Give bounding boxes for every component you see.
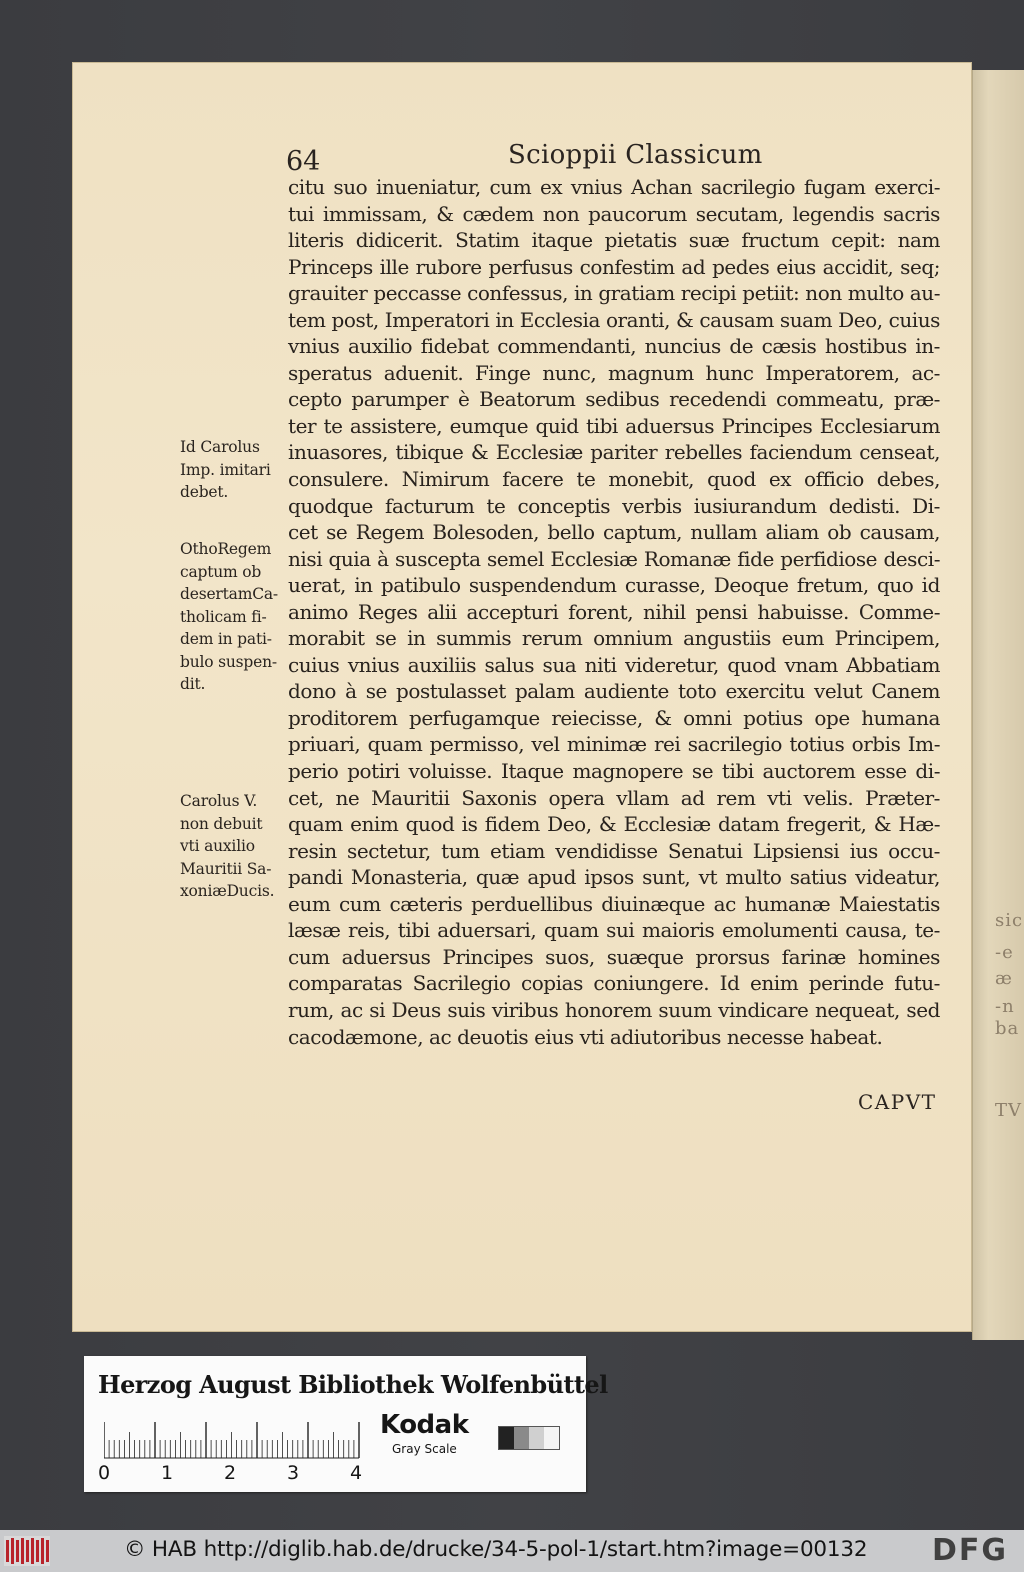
margin-note-line: vti auxilio: [180, 837, 255, 855]
text-line: grauiter peccasse confessus, in gratiam recipi petiit: non multo au-: [288, 281, 940, 306]
catchword: CAPVT: [858, 1090, 937, 1114]
library-name: Herzog August Bibliothek Wolfenbüttel: [98, 1370, 608, 1399]
next-page-fragment: æ: [995, 968, 1013, 989]
text-line: comparatas Sacrilegio copias coniungere. Id enim perinde futu-: [288, 971, 940, 996]
ruler-digit: 4: [350, 1462, 363, 1484]
ruler-digits: [98, 1462, 378, 1486]
text-line: nisi quia à suscepta semel Ecclesiæ Romanæ fide perfidiose desci-: [288, 546, 940, 571]
margin-note-carolus-imitari: [180, 436, 304, 504]
credit-link[interactable]: © HAB http://diglib.hab.de/drucke/34-5-pol-1/start.htm?image=00132: [124, 1537, 868, 1562]
next-page-fragment: -e: [995, 942, 1014, 963]
text-line: animo Reges alii accepturi forent, nihil pensi habuisse. Comme-: [288, 599, 940, 624]
next-page-fragment: sic: [995, 910, 1024, 931]
color-reference-card: [84, 1356, 608, 1492]
kodak-logo: Kodak: [380, 1410, 469, 1440]
text-line: cet se Regem Bolesoden, bello captum, nullam aliam ob causam,: [288, 520, 940, 545]
ruler-digit: 3: [287, 1462, 300, 1484]
text-line: resin sectetur, tum etiam vendidisse Senatui Lipsiensi ius occu-: [288, 838, 940, 863]
margin-note-line: dem in pati-: [180, 630, 272, 648]
margin-note-line: captum ob: [180, 562, 262, 581]
gray-patch: [514, 1427, 529, 1449]
text-line: inuasores, tibique & Ecclesiæ pariter rebelles faciendum censeat,: [288, 440, 940, 465]
next-page-fragment: ba: [995, 1018, 1020, 1039]
gray-patch: [544, 1427, 559, 1449]
margin-note-line: Mauritii Sa-: [180, 859, 272, 878]
margin-note-line: dit.: [180, 675, 206, 693]
next-page-fragment: -n: [995, 996, 1015, 1017]
margin-note-line: desertamCa-: [180, 585, 278, 603]
margin-note-line: non debuit: [180, 814, 263, 833]
text-line: consulere. Nimirum facere te monebit, quod ex officio debes,: [288, 467, 940, 492]
text-line: rum, ac si Deus suis viribus honorem suum vindicare nequeat, sed: [288, 997, 940, 1022]
dfg-logo: DFG: [932, 1533, 1009, 1568]
text-line: cet, ne Mauritii Saxonis opera vllam ad rem vti velis. Præter-: [288, 785, 940, 810]
text-line: morabit se in summis rerum omnium angustiis eum Principem,: [288, 626, 940, 651]
text-line: Princeps ille rubore perfusus confestim ad pedes eius accidit, seq;: [288, 254, 940, 279]
margin-note-otho-regem: [180, 538, 304, 696]
margin-note-line: Carolus V.: [180, 792, 258, 810]
book-page: [72, 62, 972, 1332]
margin-note-line: tholicam fi-: [180, 607, 267, 626]
text-line: ter te assistere, eumque quid tibi aduersus Principes Ecclesiarum: [288, 413, 940, 438]
margin-note-line: bulo suspen-: [180, 652, 277, 671]
text-line: cacodæmone, ac deuotis eius vti adiutoribus necesse habeat.: [288, 1024, 883, 1049]
next-page-edge: [972, 70, 1024, 1340]
margin-note-line: Imp. imitari: [180, 460, 271, 479]
text-line: vnius auxilio fidebat commendanti, nuncius de cæsis hostibus in-: [288, 334, 940, 359]
next-page-fragment: TV: [995, 1100, 1023, 1121]
running-title: Scioppii Classicum: [508, 140, 763, 170]
text-line: proditorem perfugamque reiecisse, & omni potius ope humana: [288, 705, 940, 730]
margin-note-line: debet.: [180, 483, 229, 501]
text-line: læsæ reis, tibi aduersari, quam sui maioris emolumenti causa, te-: [288, 918, 940, 943]
text-line: cum aduersus Principes suos, suæque prorsus farinæ homines: [288, 944, 940, 969]
gray-patches: [498, 1426, 560, 1450]
text-line: eum cum cæteris perduellibus diuinæque ac humanæ Maiestatis: [288, 891, 940, 916]
text-line: cepto parumper è Beatorum sedibus recedendi commeatu, præ-: [288, 387, 940, 412]
measuring-ruler: [104, 1420, 364, 1460]
text-line: uerat, in patibulo suspendendum curasse, Deoque fretum, quo id: [288, 573, 940, 598]
grayscale-label: Gray Scale: [392, 1442, 457, 1456]
ruler-digit: 1: [161, 1462, 174, 1484]
text-line: literis didicerit. Statim itaque pietatis suæ fructum cepit: nam: [288, 228, 940, 253]
text-line: cuius vnius auxiliis salus sua niti videretur, quod vnam Abbatiam: [288, 652, 940, 677]
body-text: [288, 174, 940, 1050]
margin-note-line: xoniæDucis.: [180, 882, 275, 900]
page-number: 64: [286, 146, 321, 177]
text-line: tem post, Imperatori in Ecclesia oranti, & causam suam Deo, cuius: [288, 307, 940, 332]
hab-logo-icon: [4, 1536, 50, 1566]
ruler-digit: 0: [98, 1462, 111, 1484]
text-line: perio potiri voluisse. Itaque magnopere se tibi auctorem esse di-: [288, 759, 940, 784]
margin-note-line: Id Carolus: [180, 438, 260, 456]
text-line: quam enim quod is fidem Deo, & Ecclesiæ datam fregerit, & Hæ-: [288, 812, 940, 837]
gray-patch: [499, 1427, 514, 1449]
margin-note-carolus-v: [180, 790, 304, 903]
margin-note-line: OthoRegem: [180, 540, 272, 558]
text-line: citu suo inueniatur, cum ex vnius Achan sacrilegio fugam exerci-: [288, 175, 940, 199]
text-line: speratus aduenit. Finge nunc, magnum hunc Imperatorem, ac-: [288, 360, 940, 385]
text-line: pandi Monasteria, quæ apud ipsos sunt, vt multo satius videatur,: [288, 865, 940, 890]
text-line: tui immissam, & cædem non paucorum secutam, legendis sacris: [288, 201, 940, 226]
text-line: quodque facturum te conceptis verbis iusiurandum dedisti. Di-: [288, 493, 940, 518]
ruler-digit: 2: [224, 1462, 237, 1484]
text-line: priuari, quam permisso, vel minimæ rei sacrilegio totius orbis Im-: [288, 732, 940, 757]
text-line: dono à se postulasset palam audiente toto exercitu velut Canem: [288, 679, 940, 704]
footer-bar: [0, 1530, 1024, 1572]
gray-patch: [529, 1427, 544, 1449]
